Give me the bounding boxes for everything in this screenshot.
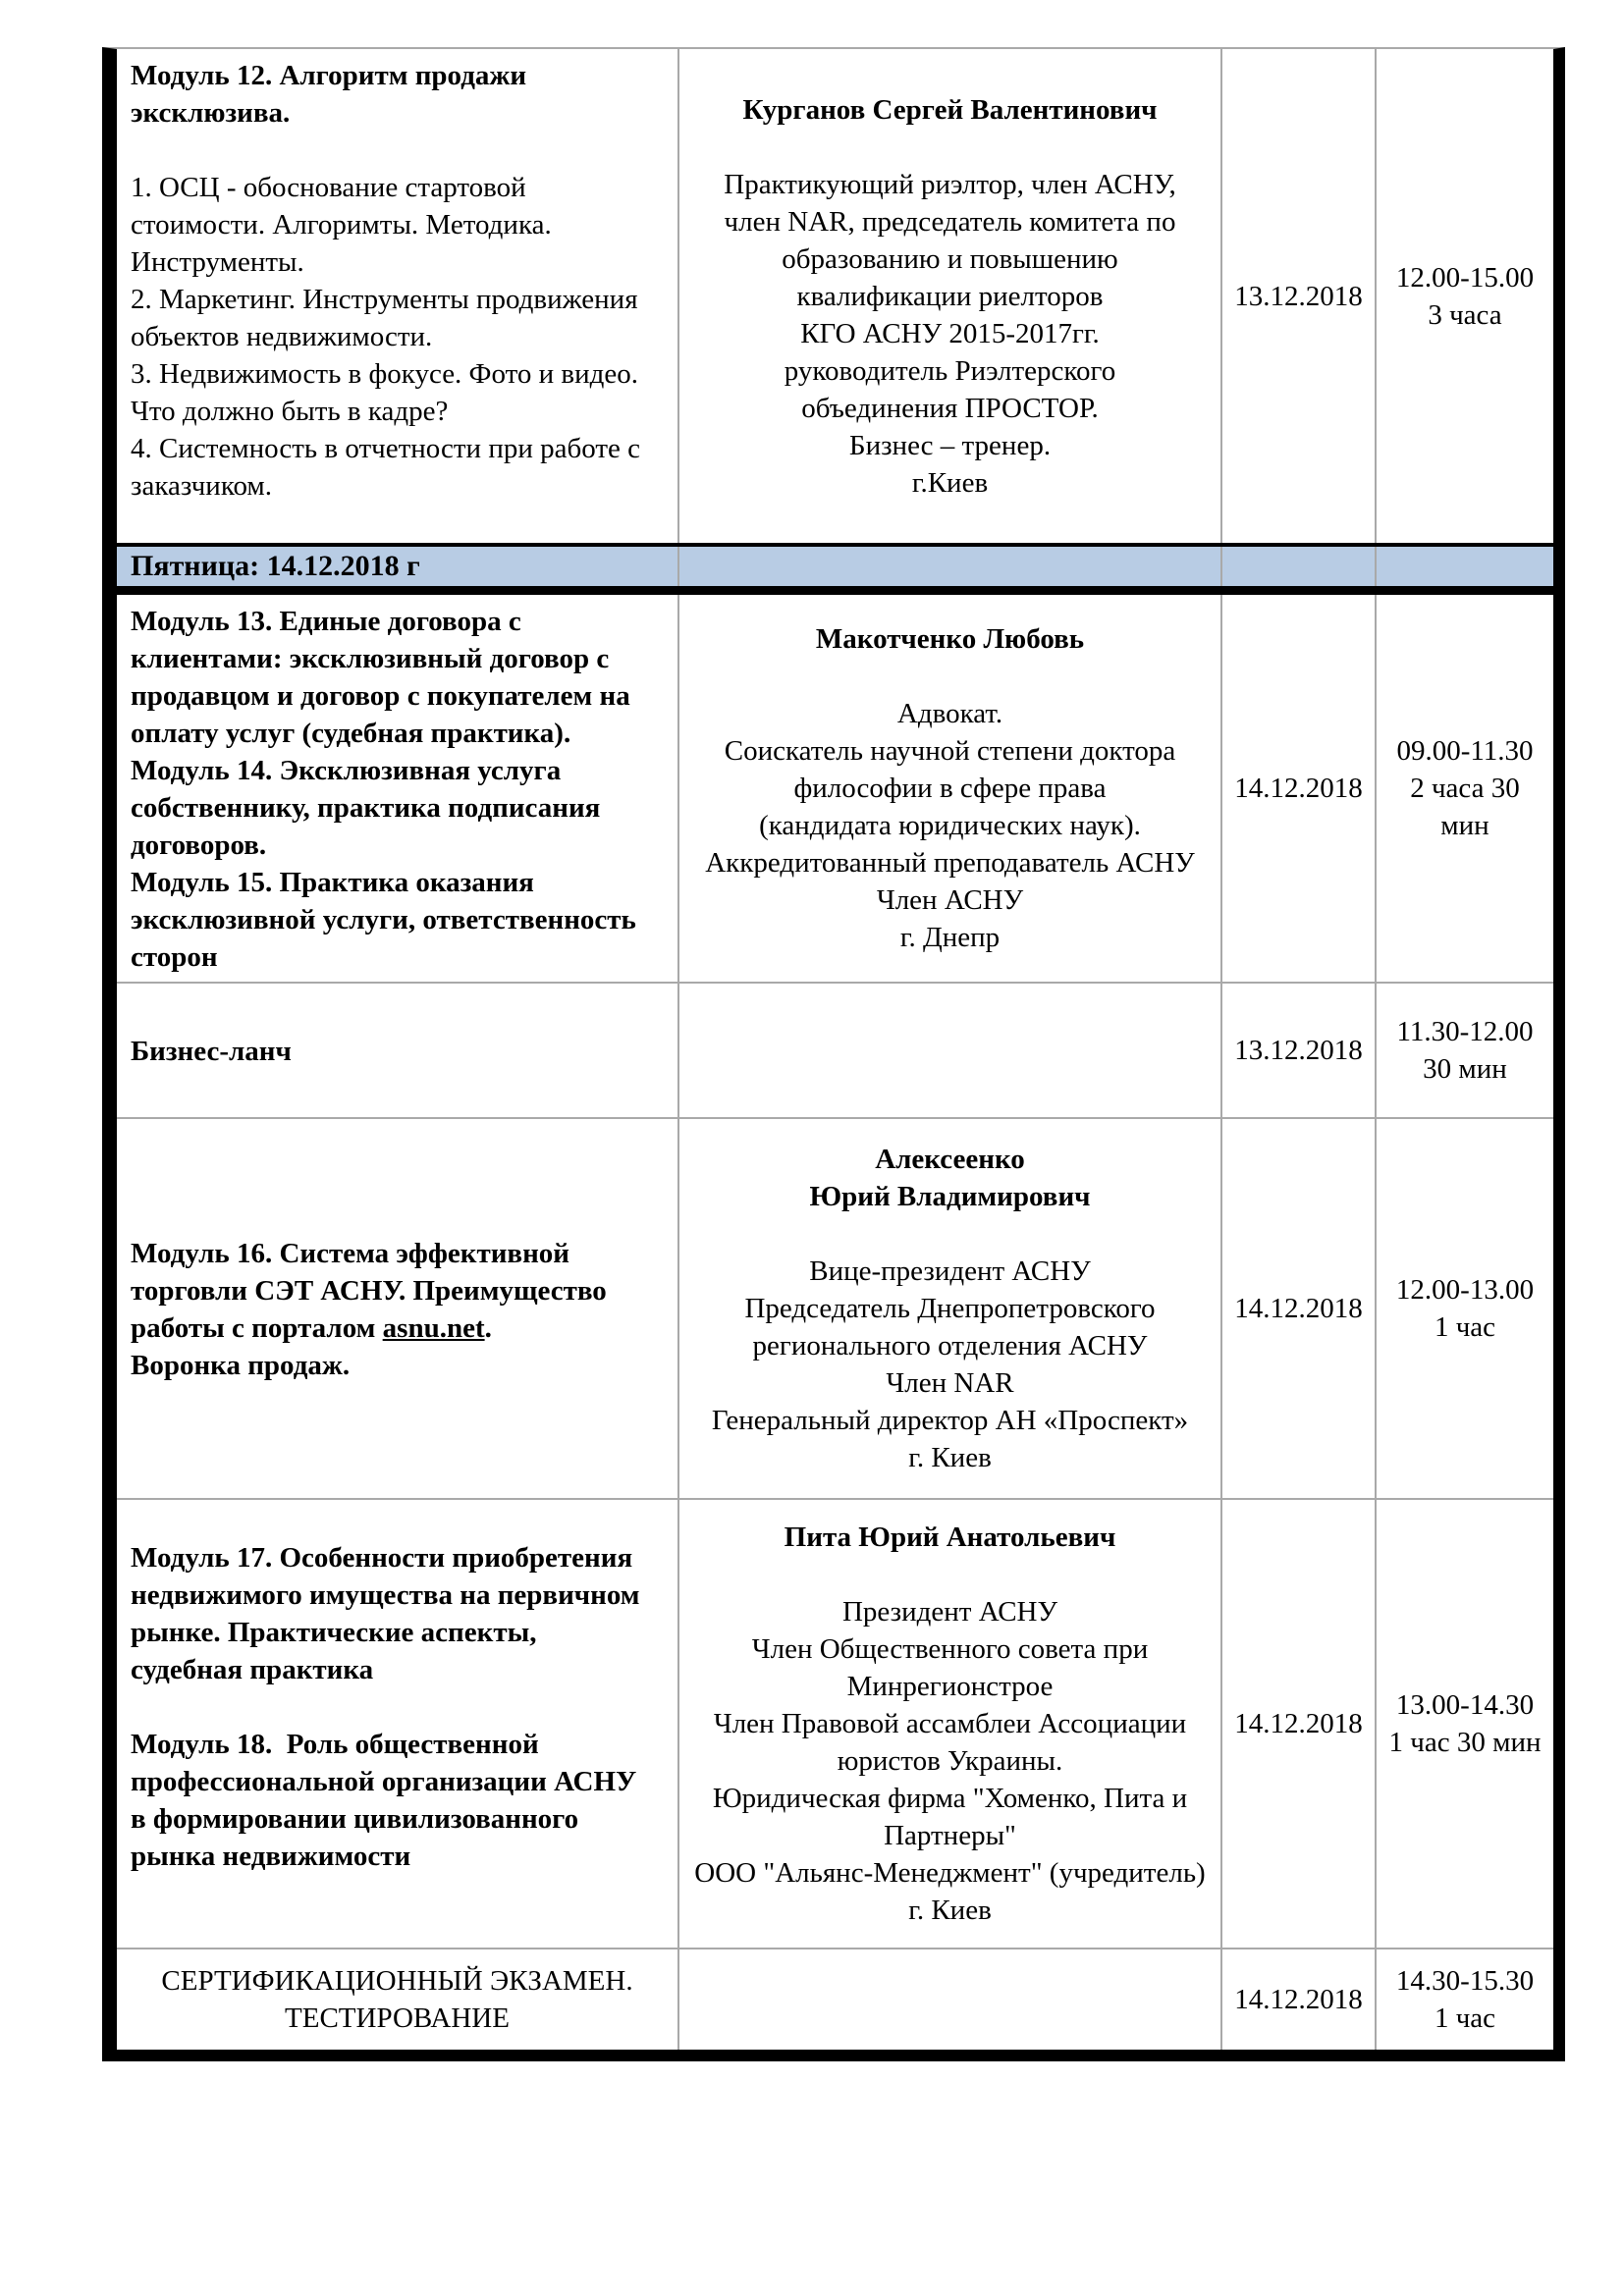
text-line — [685, 1556, 1215, 1593]
text-line: Президент АСНУ — [841, 1595, 1058, 1628]
text-line: эксклюзивной услуги, ответственность — [131, 903, 636, 935]
module-cell — [117, 49, 678, 545]
date-cell: 14.12.2018 — [1221, 1499, 1376, 1949]
text-line: 09.00-11.30 — [1396, 734, 1534, 767]
time-cell — [1376, 1499, 1553, 1949]
text-line: юристов Украины. — [837, 1744, 1063, 1777]
text-line: (кандидата юридических наук). — [759, 809, 1141, 841]
speaker-cell — [678, 1949, 1221, 2050]
text-line: судебная практика — [131, 1653, 374, 1685]
text-line: философии в сфере права — [793, 772, 1107, 804]
text-line: 12.00-15.00 — [1395, 261, 1535, 294]
time-cell — [1376, 1949, 1553, 2050]
text-line: 2. Маркетинг. Инструменты продвижения — [131, 284, 638, 315]
speaker-cell — [678, 1118, 1221, 1499]
text-line: Алексеенко — [875, 1143, 1025, 1175]
day-header-cell — [678, 545, 1221, 590]
text-line: Юридическая фирма "Хоменко, Пита и — [712, 1782, 1188, 1814]
text-line: 4. Системность в отчетности при работе с — [131, 433, 641, 464]
text-line: стоимости. Алгоримты. Методика. — [131, 209, 552, 240]
module-cell — [117, 590, 678, 983]
text-line: ООО "Альянс-Менеджмент" (учредитель) — [694, 1856, 1206, 1889]
text-line: образованию и повышению — [782, 242, 1118, 275]
time-cell — [1376, 49, 1553, 545]
text-line: продавцом и договор с покупателем на — [131, 679, 630, 712]
date-cell: 13.12.2018 — [1221, 983, 1376, 1118]
date-cell: 14.12.2018 — [1221, 1949, 1376, 2050]
text-line: 1. ОСЦ - обоснование стартовой — [131, 172, 526, 203]
text-line: сторон — [131, 940, 218, 973]
text-segment: работы с порталом — [131, 1311, 383, 1344]
module-cell — [117, 1499, 678, 1949]
text-line: г. Киев — [908, 1441, 992, 1473]
text-line: регионального отделения АСНУ — [752, 1329, 1148, 1362]
table-row — [117, 1499, 1553, 1949]
text-line: Бизнес – тренер. — [848, 429, 1052, 461]
text-line: 1 час — [1434, 1310, 1496, 1343]
text-line: Модуль 17. Особенности приобретения — [131, 1541, 633, 1574]
day-header-cell — [117, 545, 678, 590]
text-line: рынке. Практические аспекты, — [131, 1616, 537, 1648]
day-header-label: Пятница: 14.12.2018 г — [131, 549, 420, 582]
text-line: г.Киев — [911, 466, 989, 499]
table-row — [117, 1118, 1553, 1499]
time-cell — [1376, 590, 1553, 983]
schedule-table — [117, 49, 1553, 2050]
day-header-cell — [1376, 545, 1553, 590]
text-line — [685, 129, 1215, 166]
text-line: 3. Недвижимость в фокусе. Фото и видео. — [131, 358, 638, 390]
text-line: Партнеры" — [884, 1819, 1016, 1851]
text-line: член NAR, председатель комитета по — [724, 205, 1176, 238]
text-line: клиентами: эксклюзивный договор с — [131, 642, 610, 674]
schedule-table-frame — [102, 47, 1565, 2061]
text-line — [131, 132, 668, 169]
text-line: недвижимого имущества на первичном — [131, 1578, 640, 1611]
text-line: рынка недвижимости — [131, 1840, 411, 1872]
day-header-cell — [1221, 545, 1376, 590]
text-line: 3 часа — [1428, 298, 1502, 331]
text-line: Курганов Сергей Валентинович — [742, 93, 1158, 126]
text-line: г. Киев — [908, 1894, 992, 1926]
text-line — [685, 1215, 1215, 1253]
text-line: КГО АСНУ 2015-2017гг. — [800, 317, 1100, 349]
text-line: объединения ПРОСТОР. — [801, 392, 1099, 424]
text-line: 1 час 30 мин — [1388, 1726, 1542, 1758]
table-row — [117, 983, 1553, 1118]
text-line: Модуль 18. Роль общественной — [131, 1728, 539, 1760]
text-line: в формировании цивилизованного — [131, 1802, 579, 1835]
speaker-cell — [678, 49, 1221, 545]
text-line: СЕРТИФИКАЦИОННЫЙ ЭКЗАМЕН. — [161, 1964, 633, 1997]
text-line: Модуль 15. Практика оказания — [131, 866, 534, 898]
module-cell — [117, 983, 678, 1118]
day-header-row — [117, 545, 1553, 590]
text-line: объектов недвижимости. — [131, 321, 433, 352]
text-line: Макотченко Любовь — [815, 622, 1085, 655]
text-line: 1 час — [1434, 2002, 1496, 2034]
text-line: 2 часа 30 мин — [1410, 772, 1528, 841]
text-line: торговли СЭТ АСНУ. Преимущество — [131, 1274, 607, 1307]
text-line: Председатель Днепропетровского — [744, 1292, 1156, 1324]
text-line: Юрий Владимирович — [809, 1180, 1091, 1212]
text-line: оплату услуг (судебная практика). — [131, 717, 571, 749]
module-cell — [117, 1118, 678, 1499]
text-line: Член АСНУ — [876, 883, 1024, 916]
text-line: Воронка продаж. — [131, 1349, 351, 1381]
text-line: 14.30-15.30 — [1395, 1964, 1535, 1997]
exam-cell — [117, 1949, 678, 2050]
text-line: заказчиком. — [131, 470, 272, 502]
text-line: квалификации риелторов — [796, 280, 1104, 312]
text-line: Инструменты. — [131, 246, 304, 278]
table-row — [117, 49, 1553, 545]
text-line: ТЕСТИРОВАНИЕ — [285, 2002, 510, 2034]
text-line: Минрегионстрое — [846, 1670, 1054, 1702]
text-line: Аккредитованный преподаватель АСНУ — [705, 846, 1195, 879]
time-cell — [1376, 983, 1553, 1118]
text-line — [685, 658, 1215, 695]
text-line: Генеральный директор АН «Проспект» — [711, 1404, 1189, 1436]
text-line: Модуль 16. Система эффективной — [131, 1237, 570, 1269]
date-cell: 13.12.2018 — [1221, 49, 1376, 545]
text-line: договоров. — [131, 828, 267, 861]
text-line — [131, 1309, 668, 1347]
table-row — [117, 1949, 1553, 2050]
text-line: Пита Юрий Анатольевич — [784, 1521, 1116, 1553]
text-line: Вице-президент АСНУ — [809, 1255, 1091, 1287]
text-line: Член Правовой ассамблеи Ассоциации — [713, 1707, 1187, 1739]
text-line: Член Общественного совета при — [751, 1632, 1149, 1665]
text-line: Адвокат. — [896, 697, 1003, 729]
text-line: Модуль 12. Алгоритм продажи — [131, 60, 527, 91]
text-line: 12.00-13.00 — [1395, 1273, 1535, 1306]
speaker-cell — [678, 590, 1221, 983]
text-line: 11.30-12.00 — [1396, 1015, 1534, 1047]
text-line: Модуль 13. Единые договора с — [131, 605, 521, 637]
asnu-net-link[interactable]: asnu.net — [382, 1311, 485, 1344]
text-line: профессиональной организации АСНУ — [131, 1765, 637, 1797]
speaker-cell — [678, 1499, 1221, 1949]
table-row — [117, 590, 1553, 983]
text-line: Член NAR — [886, 1366, 1014, 1399]
text-line: 30 мин — [1423, 1052, 1507, 1085]
speaker-cell — [678, 983, 1221, 1118]
date-cell: 14.12.2018 — [1221, 590, 1376, 983]
text-line: собственнику, практика подписания — [131, 791, 601, 824]
text-line: руководитель Риэлтерского — [784, 354, 1116, 387]
text-line: Практикующий риэлтор, член АСНУ, — [724, 168, 1176, 200]
date-cell: 14.12.2018 — [1221, 1118, 1376, 1499]
time-cell — [1376, 1118, 1553, 1499]
schedule-body — [117, 49, 1553, 2050]
text-line: Соискатель научной степени доктора — [724, 734, 1176, 767]
text-line: г. Днепр — [899, 921, 1001, 953]
text-line: Бизнес-ланч — [131, 1035, 292, 1067]
text-line — [131, 1688, 668, 1726]
text-line: Модуль 14. Эксклюзивная услуга — [131, 754, 562, 786]
text-segment: . — [484, 1311, 492, 1344]
text-line: эксклюзива. — [131, 97, 291, 129]
text-line: Что должно быть в кадре? — [131, 396, 449, 427]
text-line: 13.00-14.30 — [1395, 1688, 1535, 1721]
